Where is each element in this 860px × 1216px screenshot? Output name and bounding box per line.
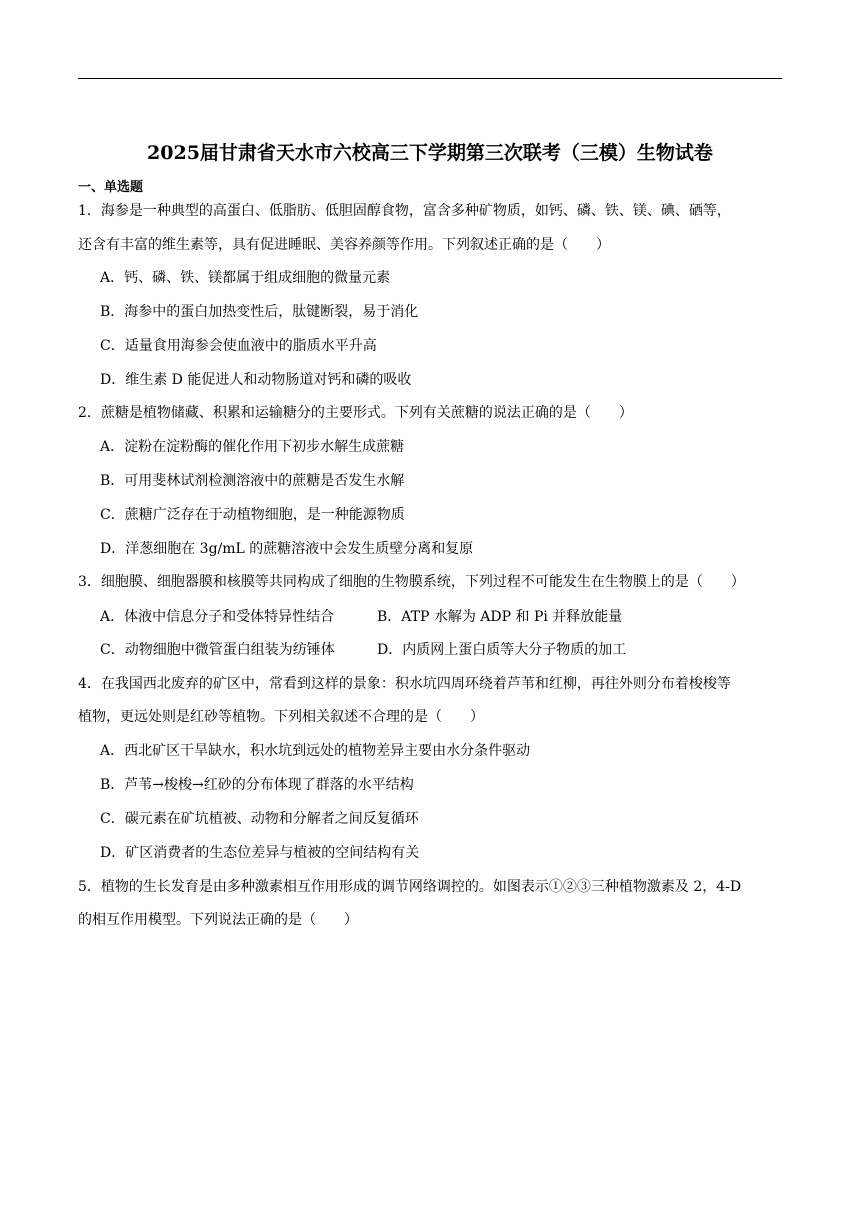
question-3-option-a: A．体液中信息分子和受体特异性结合 bbox=[100, 609, 335, 625]
question-4-option-b: B．芦苇→梭梭→红砂的分布体现了群落的水平结构 bbox=[100, 777, 414, 793]
question-3-option-b: B．ATP 水解为 ADP 和 Pi 并释放能量 bbox=[377, 609, 623, 625]
question-1-line-2: 还含有丰富的维生素等，具有促进睡眠、美容养颜等作用。下列叙述正确的是（ ） bbox=[78, 237, 610, 253]
question-2-option-d: D．洋葱细胞在 3g/mL 的蔗糖溶液中会发生质壁分离和复原 bbox=[100, 541, 474, 557]
question-3-option-d: D．内质网上蛋白质等大分子物质的加工 bbox=[377, 642, 627, 658]
question-4-option-d: D．矿区消费者的生态位差异与植被的空间结构有关 bbox=[100, 845, 420, 861]
question-2-option-b: B．可用斐林试剂检测溶液中的蔗糖是否发生水解 bbox=[100, 473, 405, 489]
question-4-option-c: C．碳元素在矿坑植被、动物和分解者之间反复循环 bbox=[100, 811, 419, 827]
question-2-line-1: 2．蔗糖是植物储藏、积累和运输糖分的主要形式。下列有关蔗糖的说法正确的是（ ） bbox=[78, 405, 633, 421]
question-1-option-b: B．海参中的蛋白加热变性后，肽键断裂，易于消化 bbox=[100, 304, 419, 320]
question-1-option-c: C．适量食用海参会使血液中的脂质水平升高 bbox=[100, 338, 377, 354]
section-heading: 一、单选题 bbox=[78, 180, 144, 195]
question-3-line-1: 3．细胞膜、细胞器膜和核膜等共同构成了细胞的生物膜系统，下列过程不可能发生在生物膜上的是（ ） bbox=[78, 574, 745, 590]
header-rule bbox=[78, 78, 782, 79]
question-5-line-2: 的相互作用模型。下列说法正确的是（ ） bbox=[78, 912, 358, 928]
question-1-option-d: D．维生素 D 能促进人和动物肠道对钙和磷的吸收 bbox=[100, 372, 412, 388]
question-2-option-c: C．蔗糖广泛存在于动植物细胞，是一种能源物质 bbox=[100, 507, 405, 523]
question-1-line-1: 1．海参是一种典型的高蛋白、低脂肪、低胆固醇食物，富含多种矿物质，如钙、磷、铁、镁、碘、硒等， bbox=[78, 203, 731, 219]
page-title: 2025届甘肃省天水市六校高三下学期第三次联考（三模）生物试卷 bbox=[147, 142, 713, 164]
question-4-line-1: 4．在我国西北废弃的矿区中，常看到这样的景象：积水坑四周环绕着芦苇和红柳，再往外则分布着梭梭等 bbox=[78, 676, 731, 692]
question-5-line-1: 5．植物的生长发育是由多种激素相互作用形成的调节网络调控的。如图表示①②③三种植物激素及 2，4-D bbox=[78, 879, 742, 895]
question-2-option-a: A．淀粉在淀粉酶的催化作用下初步水解生成蔗糖 bbox=[100, 439, 405, 455]
question-4-option-a: A．西北矿区干旱缺水，积水坑到远处的植物差异主要由水分条件驱动 bbox=[100, 743, 531, 759]
question-1-option-a: A．钙、磷、铁、镁都属于组成细胞的微量元素 bbox=[100, 270, 391, 286]
question-3-option-c: C．动物细胞中微管蛋白组装为纺锤体 bbox=[100, 642, 335, 658]
question-4-line-2: 植物，更远处则是红砂等植物。下列相关叙述不合理的是（ ） bbox=[78, 709, 484, 725]
